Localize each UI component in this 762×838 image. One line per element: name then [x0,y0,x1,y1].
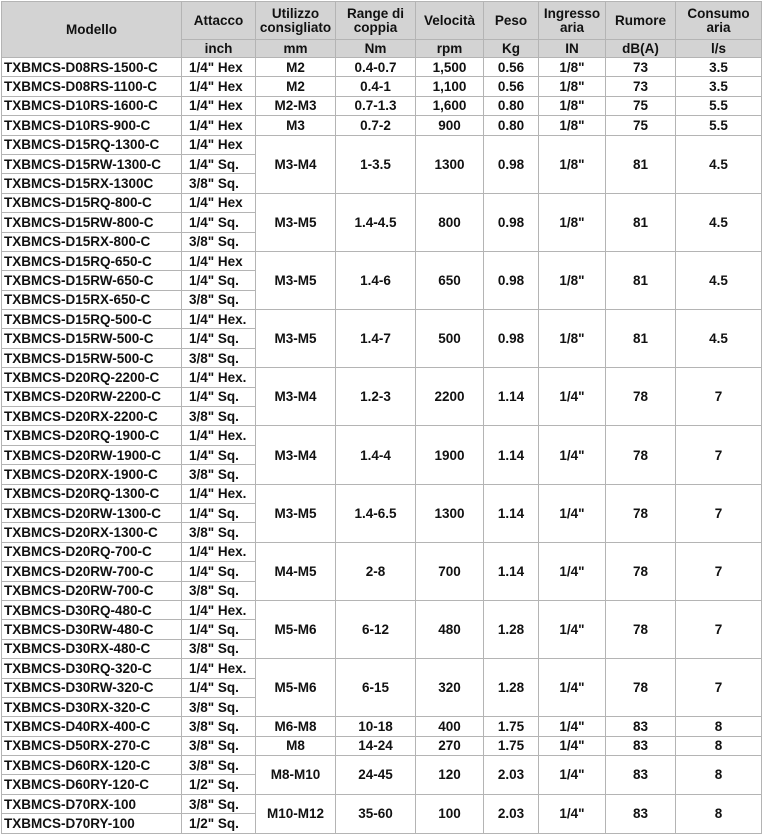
cell-attacco: 3/8" Sq. [182,348,256,367]
cell-velocita: 650 [416,251,484,309]
cell-attacco: 1/4" Hex. [182,310,256,329]
cell-range: 1.4-6 [336,251,416,309]
cell-ingresso: 1/8" [539,58,606,77]
table-row [2,251,762,270]
cell-modello: TXBMCS-D15RQ-1300-C [2,135,182,154]
cell-range: 1.4-7 [336,310,416,368]
cell-modello: TXBMCS-D15RW-800-C [2,213,182,232]
cell-rumore: 83 [606,794,676,833]
cell-velocita: 400 [416,717,484,736]
cell-consumo: 4.5 [676,310,762,368]
cell-peso: 1.14 [484,426,539,484]
cell-utilizzo: M3-M5 [256,310,336,368]
cell-modello: TXBMCS-D60RX-120-C [2,756,182,775]
cell-peso: 1.14 [484,368,539,426]
cell-modello: TXBMCS-D30RX-480-C [2,639,182,658]
cell-modello: TXBMCS-D70RY-100 [2,814,182,833]
cell-modello: TXBMCS-D20RX-1300-C [2,523,182,542]
cell-modello: TXBMCS-D30RX-320-C [2,697,182,716]
cell-ingresso: 1/4" [539,600,606,658]
cell-modello: TXBMCS-D20RW-700-C [2,562,182,581]
cell-attacco: 3/8" Sq. [182,717,256,736]
cell-modello: TXBMCS-D15RQ-500-C [2,310,182,329]
cell-peso: 0.80 [484,96,539,115]
column-header-modello: Modello [2,2,182,58]
cell-velocita: 480 [416,600,484,658]
cell-attacco: 1/4" Hex. [182,542,256,561]
cell-utilizzo: M3-M4 [256,426,336,484]
table-row [2,135,762,154]
cell-utilizzo: M3-M5 [256,251,336,309]
cell-peso: 0.56 [484,77,539,96]
cell-attacco: 1/4" Sq. [182,678,256,697]
cell-peso: 1.14 [484,542,539,600]
cell-ingresso: 1/4" [539,542,606,600]
table-row [2,484,762,503]
cell-peso: 2.03 [484,794,539,833]
header-label-row [2,2,762,40]
cell-attacco: 1/4" Hex [182,116,256,135]
cell-modello: TXBMCS-D15RQ-650-C [2,251,182,270]
cell-attacco: 3/8" Sq. [182,407,256,426]
cell-utilizzo: M3-M5 [256,484,336,542]
cell-rumore: 75 [606,96,676,115]
cell-attacco: 1/4" Hex. [182,484,256,503]
cell-utilizzo: M8 [256,736,336,755]
cell-attacco: 1/4" Hex. [182,659,256,678]
cell-peso: 1.14 [484,484,539,542]
cell-modello: TXBMCS-D08RS-1500-C [2,58,182,77]
cell-rumore: 73 [606,77,676,96]
column-header-rumore: Rumore [606,2,676,40]
cell-consumo: 7 [676,426,762,484]
table-row [2,96,762,115]
cell-attacco: 1/2" Sq. [182,775,256,794]
cell-velocita: 500 [416,310,484,368]
cell-rumore: 73 [606,58,676,77]
cell-modello: TXBMCS-D15RQ-800-C [2,193,182,212]
cell-consumo: 4.5 [676,135,762,193]
cell-ingresso: 1/8" [539,116,606,135]
cell-consumo: 3.5 [676,58,762,77]
cell-attacco: 3/8" Sq. [182,639,256,658]
column-header-ingresso: Ingresso aria [539,2,606,40]
cell-ingresso: 1/8" [539,77,606,96]
unit-peso: Kg [484,40,539,58]
cell-utilizzo: M2 [256,58,336,77]
cell-consumo: 3.5 [676,77,762,96]
specifications-table [1,1,762,834]
cell-modello: TXBMCS-D20RQ-2200-C [2,368,182,387]
unit-consumo: l/s [676,40,762,58]
cell-ingresso: 1/4" [539,736,606,755]
cell-attacco: 1/4" Hex. [182,426,256,445]
cell-attacco: 1/4" Hex [182,135,256,154]
cell-rumore: 83 [606,736,676,755]
cell-range: 6-15 [336,659,416,717]
unit-attacco: inch [182,40,256,58]
cell-modello: TXBMCS-D20RQ-1300-C [2,484,182,503]
cell-attacco: 3/8" Sq. [182,465,256,484]
cell-modello: TXBMCS-D20RX-2200-C [2,407,182,426]
cell-velocita: 120 [416,756,484,795]
cell-range: 1-3.5 [336,135,416,193]
cell-attacco: 3/8" Sq. [182,736,256,755]
table-row [2,794,762,813]
table-row [2,600,762,619]
cell-rumore: 78 [606,600,676,658]
cell-rumore: 78 [606,542,676,600]
cell-rumore: 81 [606,135,676,193]
cell-velocita: 100 [416,794,484,833]
cell-attacco: 1/4" Hex [182,58,256,77]
cell-peso: 0.98 [484,193,539,251]
cell-modello: TXBMCS-D10RS-1600-C [2,96,182,115]
table-row [2,756,762,775]
cell-range: 6-12 [336,600,416,658]
cell-velocita: 1,500 [416,58,484,77]
cell-peso: 0.80 [484,116,539,135]
cell-utilizzo: M10-M12 [256,794,336,833]
cell-modello: TXBMCS-D10RS-900-C [2,116,182,135]
column-header-range: Range di coppia [336,2,416,40]
cell-velocita: 700 [416,542,484,600]
cell-utilizzo: M3-M4 [256,135,336,193]
cell-ingresso: 1/4" [539,368,606,426]
cell-ingresso: 1/8" [539,251,606,309]
cell-rumore: 81 [606,251,676,309]
cell-utilizzo: M4-M5 [256,542,336,600]
cell-velocita: 1300 [416,135,484,193]
cell-rumore: 75 [606,116,676,135]
unit-rumore: dB(A) [606,40,676,58]
cell-rumore: 78 [606,368,676,426]
cell-velocita: 2200 [416,368,484,426]
cell-consumo: 7 [676,368,762,426]
cell-consumo: 7 [676,542,762,600]
cell-attacco: 1/4" Hex [182,193,256,212]
cell-attacco: 1/4" Sq. [182,387,256,406]
cell-range: 14-24 [336,736,416,755]
table-row [2,58,762,77]
cell-velocita: 1300 [416,484,484,542]
cell-ingresso: 1/4" [539,484,606,542]
cell-ingresso: 1/4" [539,426,606,484]
cell-attacco: 1/4" Sq. [182,620,256,639]
cell-modello: TXBMCS-D30RQ-480-C [2,600,182,619]
cell-modello: TXBMCS-D50RX-270-C [2,736,182,755]
cell-consumo: 4.5 [676,251,762,309]
cell-attacco: 3/8" Sq. [182,290,256,309]
cell-peso: 1.28 [484,659,539,717]
cell-attacco: 3/8" Sq. [182,523,256,542]
cell-range: 1.4-4.5 [336,193,416,251]
cell-rumore: 78 [606,426,676,484]
cell-modello: TXBMCS-D08RS-1100-C [2,77,182,96]
cell-range: 0.7-2 [336,116,416,135]
cell-ingresso: 1/8" [539,96,606,115]
cell-attacco: 1/4" Sq. [182,562,256,581]
cell-peso: 0.98 [484,310,539,368]
table-row [2,310,762,329]
cell-rumore: 83 [606,756,676,795]
cell-consumo: 5.5 [676,96,762,115]
unit-utilizzo: mm [256,40,336,58]
cell-consumo: 8 [676,794,762,833]
cell-attacco: 1/4" Hex. [182,600,256,619]
cell-utilizzo: M3 [256,116,336,135]
cell-attacco: 1/4" Hex [182,96,256,115]
cell-attacco: 1/4" Sq. [182,503,256,522]
cell-attacco: 1/4" Sq. [182,329,256,348]
cell-attacco: 3/8" Sq. [182,756,256,775]
cell-attacco: 3/8" Sq. [182,697,256,716]
table-row [2,77,762,96]
table-row [2,426,762,445]
cell-ingresso: 1/8" [539,135,606,193]
cell-attacco: 1/4" Hex [182,251,256,270]
cell-rumore: 83 [606,717,676,736]
cell-modello: TXBMCS-D20RW-1900-C [2,445,182,464]
cell-modello: TXBMCS-D30RW-320-C [2,678,182,697]
cell-utilizzo: M2-M3 [256,96,336,115]
unit-velocita: rpm [416,40,484,58]
cell-modello: TXBMCS-D15RW-1300-C [2,154,182,173]
cell-consumo: 8 [676,756,762,795]
table-row [2,116,762,135]
cell-range: 0.4-1 [336,77,416,96]
cell-peso: 0.98 [484,135,539,193]
cell-rumore: 78 [606,484,676,542]
cell-consumo: 4.5 [676,193,762,251]
cell-rumore: 81 [606,310,676,368]
cell-modello: TXBMCS-D15RW-500-C [2,329,182,348]
column-header-velocita: Velocità [416,2,484,40]
column-header-consumo: Consumo aria [676,2,762,40]
table-row [2,736,762,755]
cell-attacco: 3/8" Sq. [182,174,256,193]
cell-modello: TXBMCS-D20RQ-1900-C [2,426,182,445]
cell-consumo: 8 [676,717,762,736]
cell-range: 24-45 [336,756,416,795]
table-row [2,717,762,736]
cell-velocita: 320 [416,659,484,717]
table-row [2,368,762,387]
cell-rumore: 78 [606,659,676,717]
cell-ingresso: 1/4" [539,717,606,736]
cell-peso: 1.75 [484,717,539,736]
cell-utilizzo: M8-M10 [256,756,336,795]
cell-attacco: 1/2" Sq. [182,814,256,833]
cell-range: 0.4-0.7 [336,58,416,77]
cell-modello: TXBMCS-D60RY-120-C [2,775,182,794]
cell-modello: TXBMCS-D20RW-700-C [2,581,182,600]
cell-ingresso: 1/4" [539,659,606,717]
cell-attacco: 3/8" Sq. [182,232,256,251]
cell-attacco: 1/4" Sq. [182,213,256,232]
cell-ingresso: 1/4" [539,756,606,795]
cell-velocita: 1,600 [416,96,484,115]
cell-modello: TXBMCS-D20RW-2200-C [2,387,182,406]
cell-range: 35-60 [336,794,416,833]
cell-utilizzo: M5-M6 [256,600,336,658]
cell-range: 0.7-1.3 [336,96,416,115]
cell-consumo: 5.5 [676,116,762,135]
cell-range: 1.2-3 [336,368,416,426]
cell-peso: 0.56 [484,58,539,77]
cell-modello: TXBMCS-D30RW-480-C [2,620,182,639]
cell-consumo: 8 [676,736,762,755]
cell-modello: TXBMCS-D15RW-650-C [2,271,182,290]
cell-modello: TXBMCS-D20RQ-700-C [2,542,182,561]
cell-utilizzo: M3-M5 [256,193,336,251]
column-header-utilizzo: Utilizzo consigliato [256,2,336,40]
cell-modello: TXBMCS-D15RX-800-C [2,232,182,251]
cell-consumo: 7 [676,484,762,542]
cell-velocita: 270 [416,736,484,755]
cell-range: 1.4-6.5 [336,484,416,542]
cell-peso: 0.98 [484,251,539,309]
cell-attacco: 1/4" Hex [182,77,256,96]
cell-velocita: 800 [416,193,484,251]
cell-modello: TXBMCS-D15RX-650-C [2,290,182,309]
cell-velocita: 900 [416,116,484,135]
cell-modello: TXBMCS-D20RX-1900-C [2,465,182,484]
cell-attacco: 1/4" Sq. [182,445,256,464]
table-row [2,542,762,561]
cell-consumo: 7 [676,659,762,717]
table-row [2,193,762,212]
cell-range: 10-18 [336,717,416,736]
unit-ingresso: IN [539,40,606,58]
cell-velocita: 1,100 [416,77,484,96]
cell-attacco: 1/4" Hex. [182,368,256,387]
cell-attacco: 3/8" Sq. [182,581,256,600]
cell-ingresso: 1/8" [539,193,606,251]
cell-ingresso: 1/8" [539,310,606,368]
column-header-peso: Peso [484,2,539,40]
cell-attacco: 1/4" Sq. [182,154,256,173]
cell-peso: 2.03 [484,756,539,795]
cell-peso: 1.28 [484,600,539,658]
cell-range: 2-8 [336,542,416,600]
cell-ingresso: 1/4" [539,794,606,833]
cell-utilizzo: M5-M6 [256,659,336,717]
table-row [2,659,762,678]
cell-modello: TXBMCS-D15RW-500-C [2,348,182,367]
cell-modello: TXBMCS-D40RX-400-C [2,717,182,736]
cell-modello: TXBMCS-D30RQ-320-C [2,659,182,678]
cell-attacco: 1/4" Sq. [182,271,256,290]
cell-range: 1.4-4 [336,426,416,484]
cell-attacco: 3/8" Sq. [182,794,256,813]
cell-peso: 1.75 [484,736,539,755]
column-header-attacco: Attacco [182,2,256,40]
cell-utilizzo: M2 [256,77,336,96]
cell-consumo: 7 [676,600,762,658]
unit-range: Nm [336,40,416,58]
cell-modello: TXBMCS-D20RW-1300-C [2,503,182,522]
cell-utilizzo: M3-M4 [256,368,336,426]
cell-modello: TXBMCS-D70RX-100 [2,794,182,813]
cell-rumore: 81 [606,193,676,251]
table-body [2,58,762,834]
cell-modello: TXBMCS-D15RX-1300C [2,174,182,193]
cell-utilizzo: M6-M8 [256,717,336,736]
cell-velocita: 1900 [416,426,484,484]
